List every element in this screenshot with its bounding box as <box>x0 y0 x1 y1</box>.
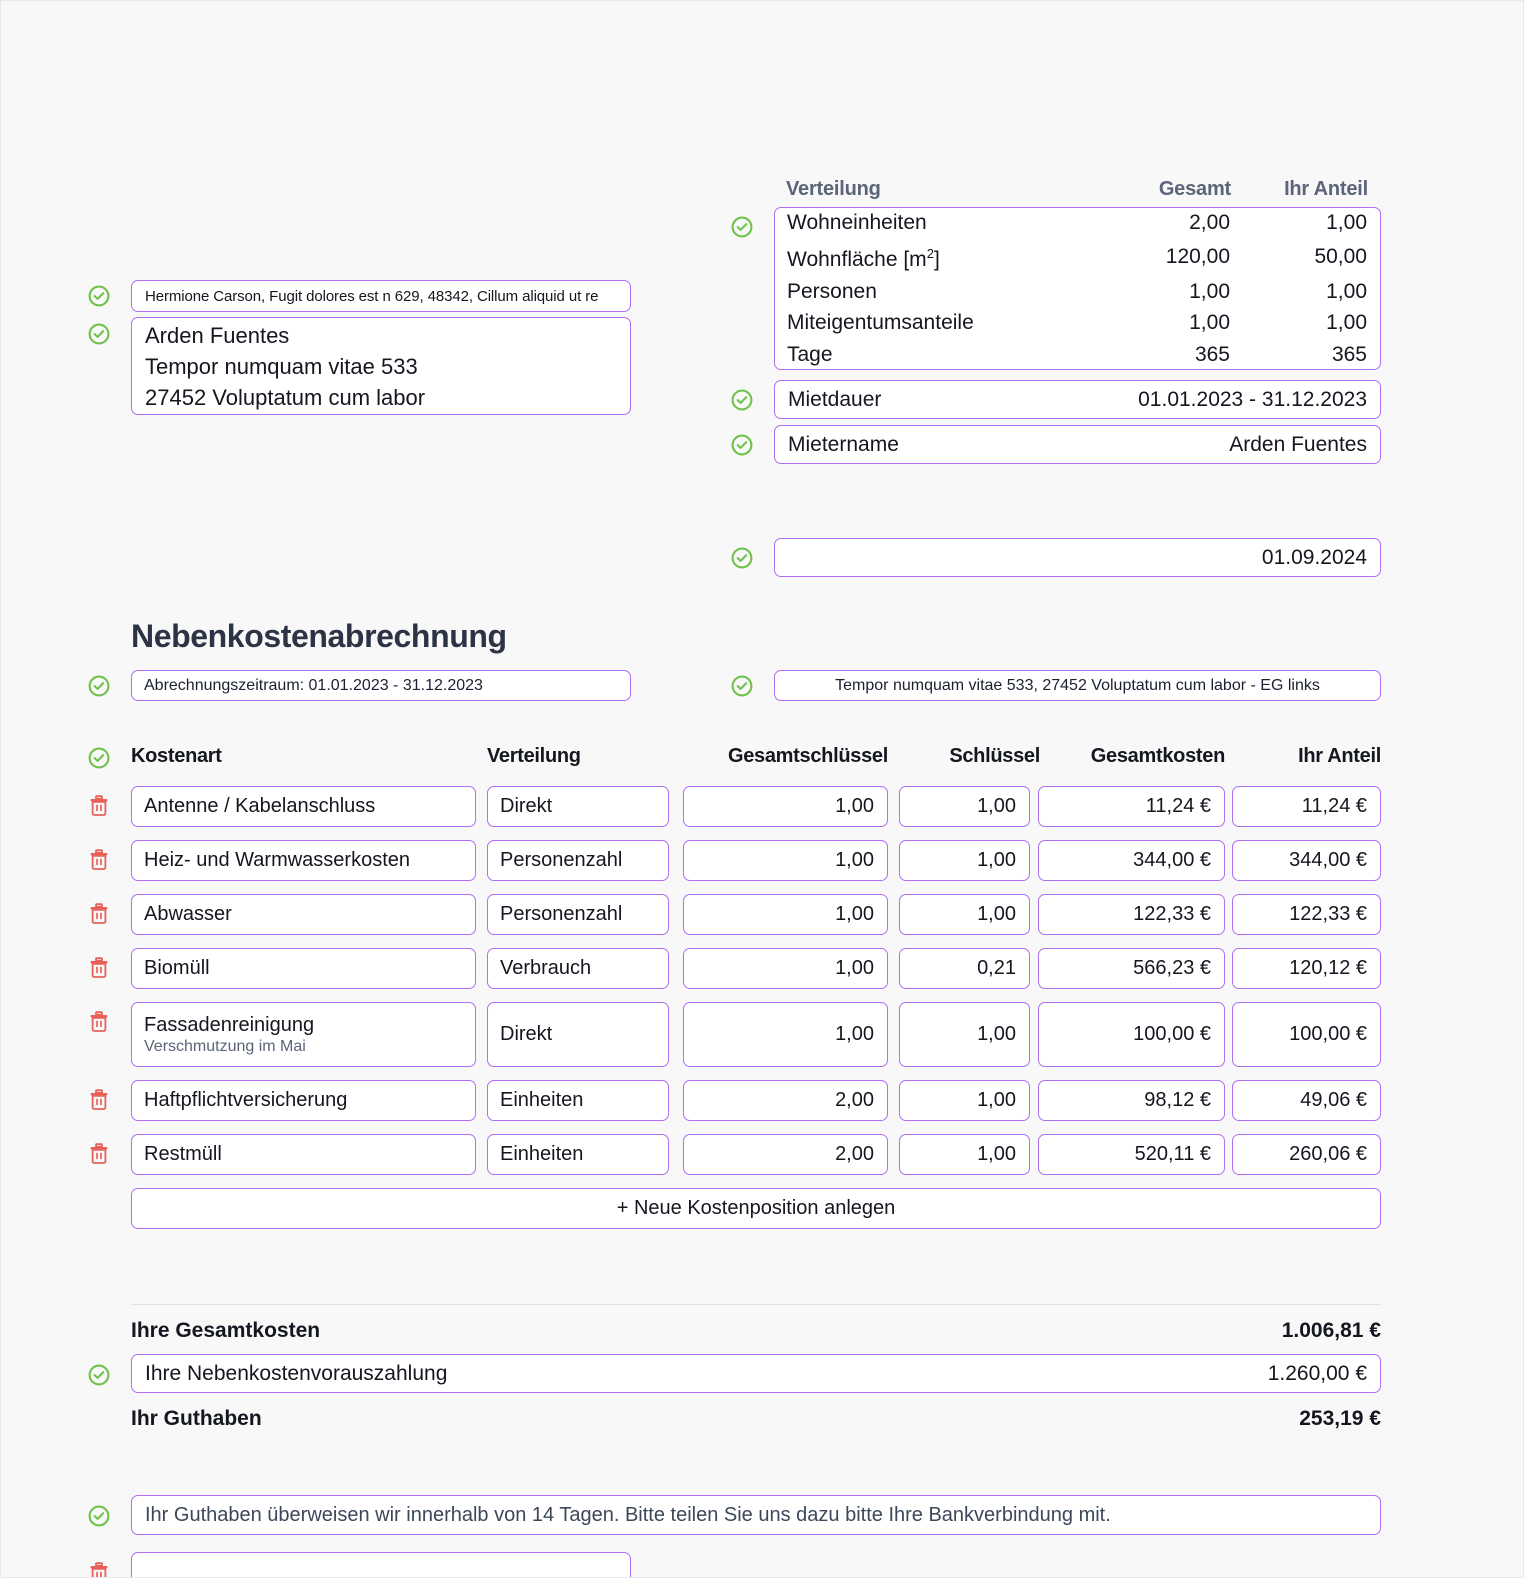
distribution-row-total: 1,00 <box>1189 279 1230 303</box>
approve-check-icon-footer-note[interactable] <box>86 1503 112 1529</box>
cell-kostenart[interactable] <box>131 1080 476 1121</box>
cell-kostenart[interactable] <box>131 894 476 935</box>
cell-ihr-anteil[interactable]: 100,00 € <box>1232 1002 1381 1067</box>
distribution-row-label: Personen <box>787 279 877 303</box>
cell-ihr-anteil[interactable]: 260,06 € <box>1232 1134 1381 1175</box>
cell-verteilung[interactable]: Einheiten <box>487 1134 669 1175</box>
credit-label: Ihr Guthaben <box>131 1407 262 1430</box>
approve-check-icon-period[interactable] <box>86 673 112 699</box>
approve-check-icon-distribution[interactable] <box>729 214 755 240</box>
distribution-row-share: 1,00 <box>1326 311 1367 335</box>
prepayment-label: Ihre Nebenkostenvorauszahlung <box>145 1361 448 1385</box>
delete-row-icon[interactable] <box>86 846 112 872</box>
cell-gesamtkosten[interactable]: 100,00 € <box>1038 1002 1225 1067</box>
cost-header-schluessel: Schlüssel <box>949 745 1040 767</box>
cell-kostenart[interactable] <box>131 840 476 881</box>
cell-gesamtkosten[interactable]: 98,12 € <box>1038 1080 1225 1121</box>
cell-verteilung[interactable]: Direkt <box>487 786 669 827</box>
totals-divider <box>131 1304 1381 1305</box>
cost-name: Haftpflichtversicherung <box>144 1089 348 1111</box>
rental-period-label: Mietdauer <box>788 387 882 411</box>
footer-note-field-2[interactable] <box>131 1552 631 1578</box>
cost-name: Heiz- und Warmwasserkosten <box>144 849 411 871</box>
cell-gesamtschluessel[interactable]: 1,00 <box>683 1002 888 1067</box>
rental-period-field[interactable] <box>774 380 1381 419</box>
cost-header-verteilung: Verteilung <box>487 745 581 767</box>
distribution-row <box>775 238 1380 276</box>
distribution-row-total: 1,00 <box>1189 311 1230 335</box>
cell-gesamtkosten[interactable]: 11,24 € <box>1038 786 1225 827</box>
cell-verteilung[interactable]: Personenzahl <box>487 894 669 935</box>
distribution-row-total: 120,00 <box>1165 245 1230 269</box>
cell-schluessel[interactable]: 1,00 <box>899 840 1030 881</box>
cell-kostenart[interactable] <box>131 948 476 989</box>
distribution-row <box>775 307 1380 339</box>
approve-check-icon-cost-table[interactable] <box>86 745 112 771</box>
delete-row-icon[interactable] <box>86 1086 112 1112</box>
cost-header-gesamtkosten: Gesamtkosten <box>1090 745 1225 767</box>
prepayment-field[interactable] <box>131 1354 1381 1393</box>
cost-name: Biomüll <box>144 957 210 979</box>
recipient-name: Arden Fuentes <box>145 322 290 348</box>
approve-check-icon-date[interactable] <box>729 545 755 571</box>
cell-gesamtschluessel[interactable]: 1,00 <box>683 840 888 881</box>
cell-gesamtkosten[interactable]: 344,00 € <box>1038 840 1225 881</box>
table-row <box>131 840 1381 881</box>
add-cost-position-button[interactable]: + Neue Kostenposition anlegen <box>131 1188 1381 1229</box>
table-row <box>131 1002 1381 1067</box>
approve-check-icon-tenant-name[interactable] <box>729 432 755 458</box>
total-costs-row <box>131 1317 1381 1345</box>
cell-verteilung[interactable]: Direkt <box>487 1002 669 1067</box>
approve-check-icon-recipient[interactable] <box>86 321 112 347</box>
cell-verteilung[interactable]: Einheiten <box>487 1080 669 1121</box>
cell-ihr-anteil[interactable]: 120,12 € <box>1232 948 1381 989</box>
cell-schluessel[interactable]: 1,00 <box>899 894 1030 935</box>
cell-kostenart[interactable] <box>131 1134 476 1175</box>
cell-gesamtschluessel[interactable]: 1,00 <box>683 948 888 989</box>
cost-name: Restmüll <box>144 1143 222 1165</box>
total-costs-label: Ihre Gesamtkosten <box>131 1319 321 1342</box>
cell-schluessel[interactable]: 0,21 <box>899 948 1030 989</box>
cell-ihr-anteil[interactable]: 344,00 € <box>1232 840 1381 881</box>
cell-kostenart[interactable] <box>131 1002 476 1067</box>
distribution-row-total: 365 <box>1194 342 1230 366</box>
distribution-row-share: 50,00 <box>1314 245 1367 269</box>
document-date-field[interactable]: 01.09.2024 <box>774 538 1381 577</box>
distribution-row-share: 1,00 <box>1326 210 1367 234</box>
cell-schluessel[interactable]: 1,00 <box>899 786 1030 827</box>
cost-header-gesamtschluessel: Gesamtschlüssel <box>727 745 888 767</box>
table-row <box>131 1134 1381 1175</box>
table-row <box>131 948 1381 989</box>
approve-check-icon-object[interactable] <box>729 673 755 699</box>
distribution-row-label: Wohnfläche $[m^2]$ <box>787 246 940 272</box>
cell-gesamtkosten[interactable]: 566,23 € <box>1038 948 1225 989</box>
prepayment-value: 1.260,00 € <box>1267 1361 1367 1385</box>
delete-row-icon[interactable] <box>86 1140 112 1166</box>
delete-row-icon[interactable] <box>86 1559 112 1578</box>
cost-name: Fassadenreinigung <box>144 1013 315 1036</box>
cell-ihr-anteil[interactable]: 11,24 € <box>1232 786 1381 827</box>
cell-gesamtschluessel[interactable]: 1,00 <box>683 894 888 935</box>
cost-header-ihr-anteil: Ihr Anteil <box>1298 745 1381 767</box>
footer-note-field[interactable]: Ihr Guthaben überweisen wir innerhalb von 14 Tagen. Bitte teilen Sie uns dazu bitte Ihre Bankverbindung mit. <box>131 1495 1381 1535</box>
cost-note: Verschmutzung im Mai <box>144 1037 306 1055</box>
distribution-row-total: 2,00 <box>1189 210 1230 234</box>
distribution-row <box>775 339 1380 371</box>
distribution-header-total: Gesamt <box>1158 178 1231 200</box>
total-costs-value: 1.006,81 € <box>1281 1319 1381 1342</box>
distribution-row-share: 365 <box>1331 342 1367 366</box>
table-row <box>131 1080 1381 1121</box>
cell-gesamtschluessel[interactable]: 1,00 <box>683 786 888 827</box>
cell-gesamtkosten[interactable]: 122,33 € <box>1038 894 1225 935</box>
cell-kostenart[interactable] <box>131 786 476 827</box>
cell-gesamtschluessel[interactable]: 2,00 <box>683 1080 888 1121</box>
cost-name: Abwasser <box>144 903 232 925</box>
cost-table-header <box>131 745 1381 771</box>
delete-row-icon[interactable] <box>86 1008 112 1034</box>
distribution-row-label: Miteigentumsanteile <box>787 311 974 335</box>
tenant-name-value: Arden Fuentes <box>1229 432 1367 456</box>
rental-object-field[interactable]: Tempor numquam vitae 533, 27452 Voluptatum cum labor - EG links <box>774 670 1381 701</box>
credit-row <box>131 1405 1381 1433</box>
rental-period-value: 01.01.2023 - 31.12.2023 <box>1138 387 1367 411</box>
tenant-name-field[interactable] <box>774 425 1381 464</box>
cell-schluessel[interactable]: 1,00 <box>899 1134 1030 1175</box>
credit-value: 253,19 € <box>1299 1407 1381 1430</box>
cell-gesamtschluessel[interactable]: 2,00 <box>683 1134 888 1175</box>
delete-row-icon[interactable] <box>86 792 112 818</box>
distribution-row-share: 1,00 <box>1326 279 1367 303</box>
distribution-table-header <box>774 178 1381 201</box>
recipient-city: 27452 Voluptatum cum labor <box>145 384 426 410</box>
cell-verteilung[interactable]: Personenzahl <box>487 840 669 881</box>
cell-schluessel[interactable]: 1,00 <box>899 1002 1030 1067</box>
distribution-row-label: Wohneinheiten <box>787 210 927 234</box>
distribution-header-share: Ihr Anteil <box>1284 178 1368 200</box>
tenant-name-label: Mietername <box>788 432 899 456</box>
approve-check-icon-sender[interactable] <box>86 283 112 309</box>
cell-ihr-anteil[interactable]: 49,06 € <box>1232 1080 1381 1121</box>
cell-verteilung[interactable]: Verbrauch <box>487 948 669 989</box>
cost-header-kostenart: Kostenart <box>131 745 222 767</box>
sender-address-field[interactable]: Hermione Carson, Fugit dolores est n 629, 48342, Cillum aliquid ut re <box>131 280 631 312</box>
cell-gesamtkosten[interactable]: 520,11 € <box>1038 1134 1225 1175</box>
table-row <box>131 786 1381 827</box>
delete-row-icon[interactable] <box>86 954 112 980</box>
cell-ihr-anteil[interactable]: 122,33 € <box>1232 894 1381 935</box>
distribution-table[interactable] <box>774 207 1381 370</box>
distribution-row <box>775 276 1380 308</box>
billing-period-field[interactable]: Abrechnungszeitraum: 01.01.2023 - 31.12.2023 <box>131 670 631 701</box>
recipient-address-field[interactable] <box>131 317 631 415</box>
recipient-street: Tempor numquam vitae 533 <box>145 353 418 379</box>
page-title: Nebenkostenabrechnung <box>131 618 507 654</box>
distribution-row-label: Tage <box>787 342 833 366</box>
table-row <box>131 894 1381 935</box>
cost-name: Antenne / Kabelanschluss <box>144 795 376 817</box>
cell-schluessel[interactable]: 1,00 <box>899 1080 1030 1121</box>
approve-check-icon-rental-period[interactable] <box>729 387 755 413</box>
distribution-row <box>775 207 1380 239</box>
delete-row-icon[interactable] <box>86 900 112 926</box>
distribution-header-label: Verteilung <box>786 178 881 200</box>
approve-check-icon-prepayment[interactable] <box>86 1362 112 1388</box>
